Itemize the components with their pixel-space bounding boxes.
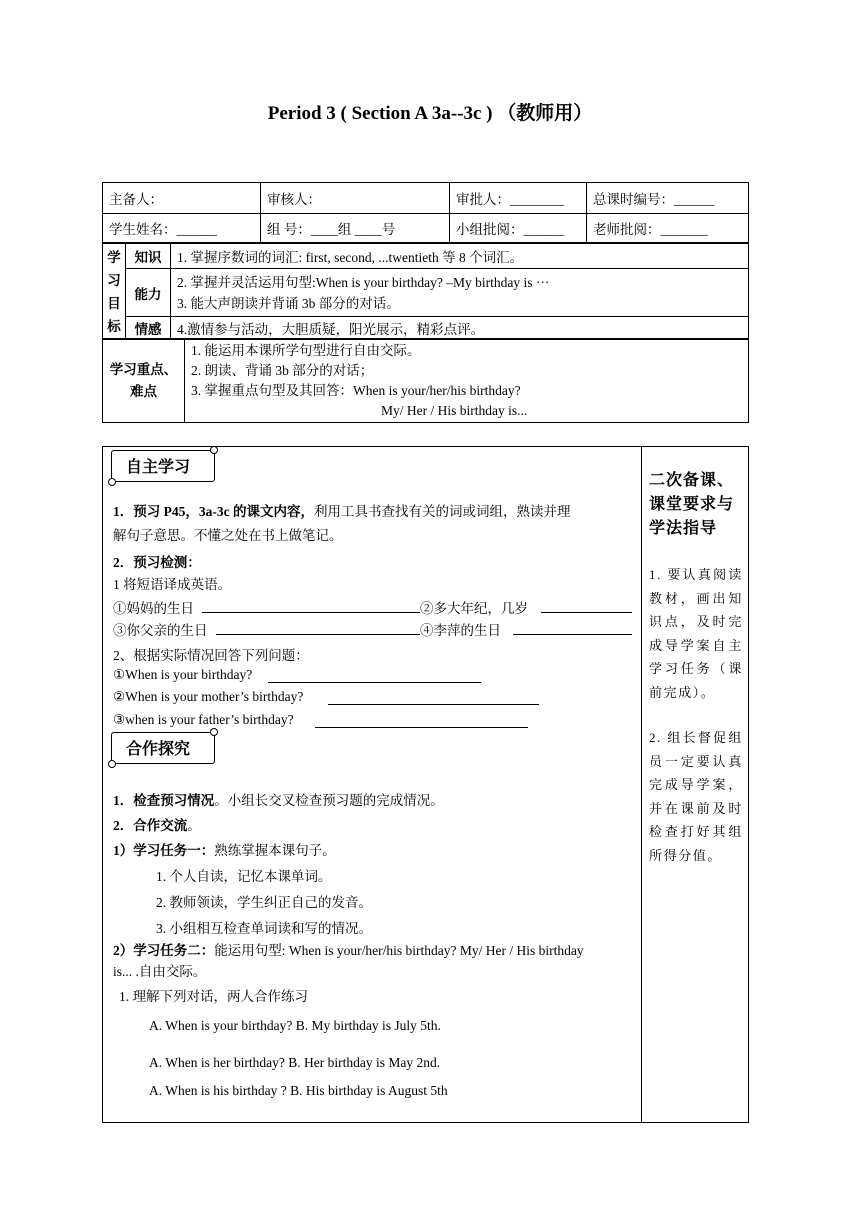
header-cell: 审批人：________ xyxy=(450,183,587,214)
answer-line xyxy=(315,727,528,728)
key-label: 学习重点、 难点 xyxy=(103,339,185,423)
knowledge-text: 1. 掌握序数词的词汇: first, second, ...twentieth 等 8 个词汇。 xyxy=(171,244,749,269)
key-points: 1. 能运用本课所学句型进行自由交际。 2. 朗读、背诵 3b 部分的对话； 3. 掌握重点句型及其回答：When is your/her/his birthday? My/ Her / His birthday is... xyxy=(185,339,749,423)
translate-item: ④李萍的生日 xyxy=(420,623,501,638)
teacher-guidance-column xyxy=(649,469,743,867)
self-study-p1b: 解句子意思。不懂之处在书上做笔记。 xyxy=(113,528,343,543)
translate-item: ②多大年纪，几岁 xyxy=(420,601,528,616)
header-table xyxy=(102,182,749,243)
question-item: ③when is your father’s birthday? xyxy=(113,712,294,727)
answer-instruction: 2、根据实际情况回答下列问题： xyxy=(113,648,309,663)
translate-item: ①妈妈的生日 xyxy=(113,601,194,616)
dialog-instruction: 1. 理解下列对话，两人合作练习 xyxy=(119,989,308,1004)
header-cell: 小组批阅：______ xyxy=(450,214,587,243)
page-title: Period 3 ( Section A 3a--3c ) （教师用） xyxy=(267,103,593,124)
translate-instruction: 1 将短语译成英语。 xyxy=(113,577,232,592)
header-cell: 审核人： xyxy=(261,183,450,214)
task-two-cont: is... .自由交际。 xyxy=(113,964,207,979)
self-study-banner: 自主学习 xyxy=(111,450,215,482)
dialog-line: A. When is her birthday? B. Her birthday is May 2nd. xyxy=(149,1055,441,1070)
self-study-p1: 1．预习 P45，3a-3c 的课文内容，利用工具书查找有关的词或词组，熟读并理 xyxy=(113,504,571,519)
task-one-step: 2. 教师领读，学生纠正自己的发音。 xyxy=(156,895,372,910)
dialog-line: A. When is his birthday ? B. His birthday is August 5th xyxy=(149,1083,448,1098)
header-cell: 主备人： xyxy=(103,183,261,214)
coop-step-1: 1．检查预习情况。小组长交叉检查预习题的完成情况。 xyxy=(113,793,444,808)
guidance-heading: 二次备课、课堂要求与学法指导 xyxy=(649,472,735,537)
header-cell: 学生姓名：______ xyxy=(103,214,261,243)
translate-item: ③你父亲的生日 xyxy=(113,623,208,638)
answer-line xyxy=(328,704,539,705)
key-table xyxy=(102,338,749,423)
answer-line xyxy=(216,634,420,635)
question-item: ②When is your mother’s birthday? xyxy=(113,689,304,704)
answer-line xyxy=(513,634,632,635)
ability-text: 2. 掌握并灵活运用句型:When is your birthday? –My birthday is ··· 3. 能大声朗读并背诵 3b 部分的对话。 xyxy=(171,269,749,317)
column-divider xyxy=(641,447,642,1122)
answer-line xyxy=(202,612,420,613)
guidance-note-1: 1. 要认真阅读教材，画出知识点，及时完成导学案自主学习任务（课前完成）。 xyxy=(649,567,743,700)
task-one-step: 1. 个人自读，记忆本课单词。 xyxy=(156,869,332,884)
goals-table xyxy=(102,243,749,340)
header-cell: 组 号：____组 ____号 xyxy=(261,214,450,243)
preview-check-heading: 2．预习检测： xyxy=(113,555,201,570)
dialog-line: A. When is your birthday? B. My birthday is July 5th. xyxy=(149,1018,441,1033)
header-cell: 总课时编号：______ xyxy=(587,183,749,214)
task-one: 1）学习任务一：熟练掌握本课句子。 xyxy=(113,843,336,858)
answer-line xyxy=(268,682,481,683)
task-two: 2）学习任务二：能运用句型: When is your/her/his birthday? My/ Her / His birthday xyxy=(113,943,584,958)
knowledge-label: 知识 xyxy=(126,244,171,269)
task-one-step: 3. 小组相互检查单词读和写的情况。 xyxy=(156,921,372,936)
question-item: ①When is your birthday? xyxy=(113,667,253,682)
ability-label: 能力 xyxy=(126,269,171,317)
answer-line xyxy=(541,612,632,613)
emotion-label: 情感 xyxy=(126,317,171,340)
coop-step-2: 2．合作交流。 xyxy=(113,818,201,833)
goals-side-label: 学 习 目 标 xyxy=(103,244,126,340)
cooperation-banner: 合作探究 xyxy=(111,732,215,764)
guidance-note-2: 2. 组长督促组员一定要认真完成导学案，并在课前及时检查打好其组所得分值。 xyxy=(649,730,743,863)
emotion-text: 4.激情参与活动，大胆质疑，阳光展示，精彩点评。 xyxy=(171,317,749,340)
main-worksheet xyxy=(102,446,749,1123)
header-cell: 老师批阅：_______ xyxy=(587,214,749,243)
